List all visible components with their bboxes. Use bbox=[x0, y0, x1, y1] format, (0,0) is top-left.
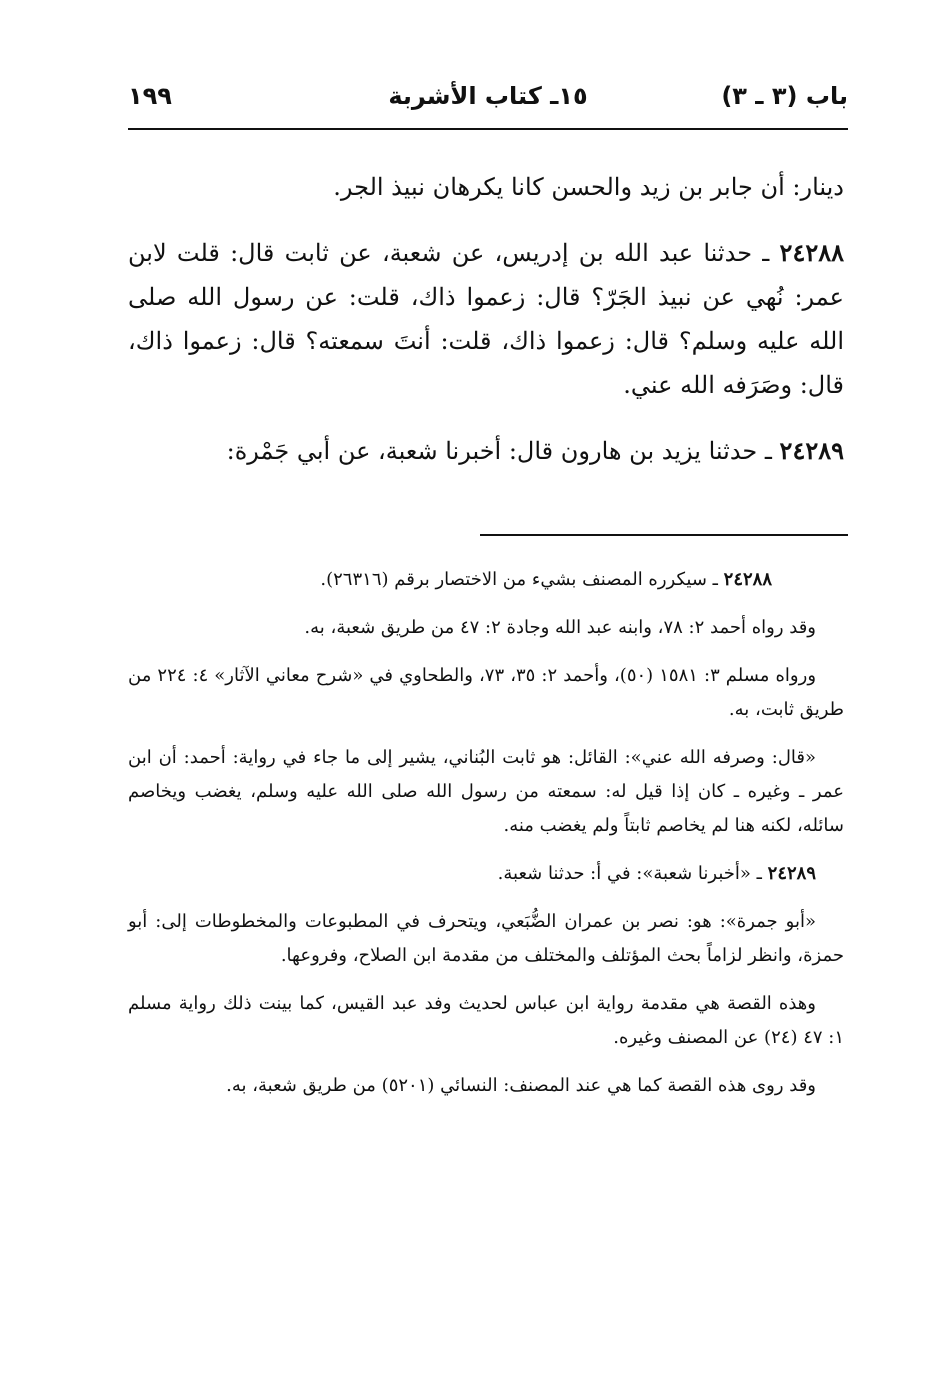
hadith-24288 bbox=[128, 231, 844, 407]
chapter-reference: باب (٣ ـ ٣) bbox=[721, 82, 848, 110]
running-header bbox=[128, 82, 848, 122]
footnote-paragraph: وهذه القصة هي مقدمة رواية ابن عباس لحديث وفد عبد القيس، كما بينت ذلك رواية مسلم ١: ٤٧ (٢٤) عن المصنف وغيره. bbox=[128, 993, 844, 1048]
footnote-24289 bbox=[128, 857, 844, 891]
footnotes bbox=[128, 563, 844, 1117]
header-rule bbox=[128, 128, 848, 130]
footnote-number: ٢٤٢٨٨ bbox=[723, 569, 772, 590]
continuation-paragraph: دينار: أن جابر بن زيد والحسن كانا يكرهان نبيذ الجر. bbox=[333, 173, 844, 201]
footnote-paragraph: «قال: وصرفه الله عني»: القائل: هو ثابت البُناني، يشير إلى ما جاء في رواية: أحمد: أن ابن عمر ـ وغيره ـ كان إذا قيل له: سمعته من رسول الله صلى الله عليه وسلم، يغضب ويخاصم سائله، لكنه هنا لم يخاصم ثابتاً ولم يغضب منه. bbox=[128, 747, 844, 836]
book-title: ١٥ـ كتاب الأشربة bbox=[388, 82, 588, 110]
main-text bbox=[128, 165, 844, 495]
page-number: ١٩٩ bbox=[128, 82, 172, 110]
hadith-number: ٢٤٢٨٨ bbox=[779, 238, 844, 267]
footnote-paragraph: «أبو جمرة»: هو: نصر بن عمران الضُّبَعي، ويتحرف في المطبوعات والمخطوطات إلى: أبو حمزة، وانظر لزاماً بحث المؤتلف والمختلف من مقدمة ابن الصلاح، وفروعها. bbox=[128, 911, 844, 966]
footnote-text: ـ سيكرره المصنف بشيء من الاختصار برقم (٢٦٣١٦). bbox=[320, 569, 724, 590]
footnote-paragraph: وقد روى هذه القصة كما هي عند المصنف: النسائي (٥٢٠١) من طريق شعبة، به. bbox=[226, 1075, 816, 1096]
footnote-paragraph: وقد رواه أحمد ٢: ٧٨، وابنه عبد الله وجادة ٢: ٤٧ من طريق شعبة، به. bbox=[304, 617, 816, 638]
footnote-24288 bbox=[128, 563, 844, 597]
hadith-text: ـ حدثنا يزيد بن هارون قال: أخبرنا شعبة، عن أبي جَمْرة: bbox=[226, 437, 780, 465]
footnote-separator bbox=[480, 534, 848, 536]
footnote-paragraph: ورواه مسلم ٣: ١٥٨١ (٥٠)، وأحمد ٢: ٣٥، ٧٣، والطحاوي في «شرح معاني الآثار» ٤: ٢٢٤ من طريق ثابت، به. bbox=[128, 665, 844, 720]
footnote-text: ـ «أخبرنا شعبة»: في أ: حدثنا شعبة. bbox=[497, 863, 768, 884]
hadith-24289 bbox=[128, 429, 844, 473]
hadith-number: ٢٤٢٨٩ bbox=[779, 436, 844, 465]
footnote-number: ٢٤٢٨٩ bbox=[767, 863, 816, 884]
hadith-text: ـ حدثنا عبد الله بن إدريس، عن شعبة، عن ثابت قال: قلت لابن عمر: نُهي عن نبيذ الجَرّ؟ قال: زعموا ذاك، قلت: عن رسول الله صلى الله عليه وسلم؟ قال: زعموا ذاك، قلت: أنتَ سمعته؟ قال: زعموا ذاك، قال: وصَرَفه الله عني. bbox=[128, 239, 844, 399]
